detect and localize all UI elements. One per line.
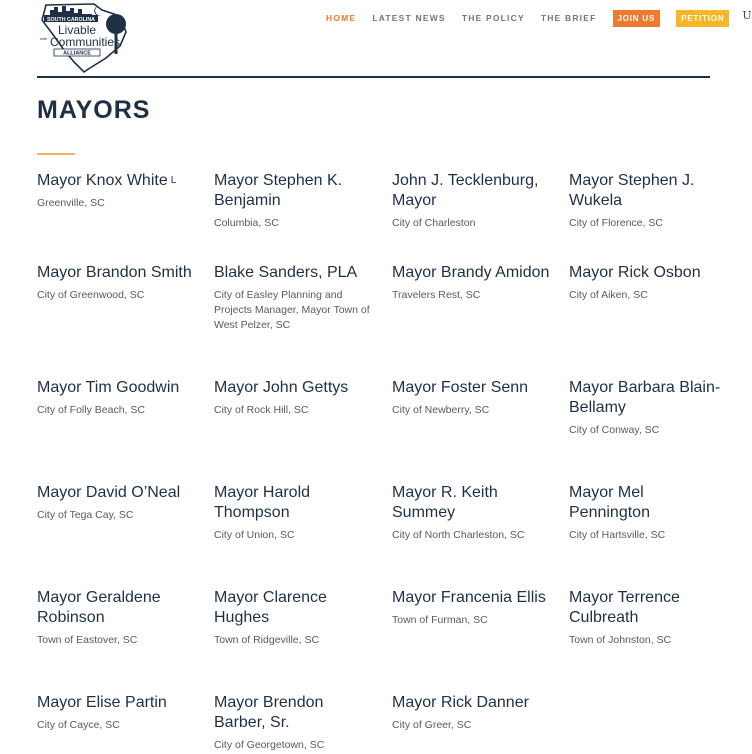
svg-text:SOUTH CAROLINA: SOUTH CAROLINA bbox=[47, 16, 95, 23]
svg-text:ALLIANCE: ALLIANCE bbox=[63, 50, 91, 57]
site-logo[interactable] bbox=[36, 2, 132, 74]
page-title: MAYORS bbox=[37, 96, 151, 124]
mayor-location: City of Charleston bbox=[392, 217, 476, 229]
nav-the-brief[interactable]: THE BRIEF bbox=[540, 13, 597, 23]
mayor-name: Mayor Rick Osbon bbox=[569, 264, 701, 281]
mayor-card bbox=[569, 588, 729, 648]
mayor-name: Mayor Knox White $^L$ bbox=[37, 172, 177, 189]
mayor-name: John J. Tecklenburg, Mayor bbox=[392, 172, 539, 209]
mayor-location: Columbia, SC bbox=[214, 217, 279, 229]
user-icon[interactable]: U bbox=[742, 8, 752, 22]
mayor-name: Mayor Harold Thompson bbox=[214, 484, 311, 521]
mayor-name: Mayor Stephen J. Wukela bbox=[569, 172, 695, 209]
mayor-card bbox=[392, 378, 552, 418]
mayor-location: Town of Johnston, SC bbox=[569, 634, 672, 646]
mayor-location: Town of Ridgeville, SC bbox=[214, 634, 320, 646]
title-accent-rule bbox=[37, 153, 75, 155]
mayor-card bbox=[37, 171, 197, 211]
mayor-name: Mayor Foster Senn bbox=[392, 379, 529, 396]
mayor-name: Mayor Clarence Hughes bbox=[214, 589, 327, 626]
mayor-name: Mayor Elise Partin bbox=[37, 694, 167, 711]
mayor-name: Mayor Brandon Smith bbox=[37, 264, 192, 281]
mayor-location: Greenville, SC bbox=[37, 197, 105, 209]
mayor-name: Mayor Mel Pennington bbox=[569, 484, 650, 521]
nav-home[interactable]: HOME bbox=[326, 13, 357, 23]
mayor-card bbox=[392, 483, 552, 543]
mayor-card bbox=[37, 263, 197, 303]
mayor-card bbox=[214, 693, 374, 753]
mayor-card bbox=[214, 483, 374, 543]
mayor-location: City of North Charleston, SC bbox=[392, 529, 525, 541]
mayor-card bbox=[569, 263, 729, 303]
mayor-location: City of Union, SC bbox=[214, 529, 295, 541]
mayor-card bbox=[37, 378, 197, 418]
svg-text:Communities: Communities bbox=[50, 35, 121, 49]
mayor-name: Mayor R. Keith Summey bbox=[392, 484, 498, 521]
name-mark: L bbox=[170, 175, 177, 186]
mayor-card bbox=[214, 171, 374, 231]
mayor-location: City of Conway, SC bbox=[569, 424, 660, 436]
mayor-location: City of Hartsville, SC bbox=[569, 529, 666, 541]
petition-button[interactable]: PETITION bbox=[676, 10, 729, 27]
mayor-card bbox=[214, 378, 374, 418]
mayor-name: Mayor Terrence Culbreath bbox=[569, 589, 680, 626]
mayor-location: City of Rock Hill, SC bbox=[214, 404, 309, 416]
mayor-name: Mayor David O’Neal bbox=[37, 484, 181, 501]
header-divider bbox=[37, 76, 710, 78]
mayor-name: Mayor Geraldene Robinson bbox=[37, 589, 161, 626]
mayor-location: City of Newberry, SC bbox=[392, 404, 490, 416]
join-us-button[interactable]: JOIN US bbox=[613, 10, 661, 27]
svg-text:with: with bbox=[40, 36, 48, 41]
sc-state-outline-icon bbox=[36, 2, 132, 74]
mayor-card bbox=[214, 588, 374, 648]
mayor-location: Town of Furman, SC bbox=[392, 614, 488, 626]
main-nav bbox=[326, 8, 752, 28]
mayor-location: City of Greenwood, SC bbox=[37, 289, 145, 301]
mayor-location: City of Florence, SC bbox=[569, 217, 663, 229]
mayor-card bbox=[392, 588, 552, 628]
mayor-card bbox=[37, 483, 197, 523]
mayor-name: Mayor Stephen K. Benjamin bbox=[214, 172, 343, 209]
nav-the-policy[interactable]: THE POLICY bbox=[461, 13, 525, 23]
mayor-card bbox=[569, 378, 729, 438]
mayor-card bbox=[214, 263, 374, 333]
mayor-location: City of Folly Beach, SC bbox=[37, 404, 145, 416]
mayor-location: City of Greer, SC bbox=[392, 719, 472, 731]
mayor-location: City of Tega Cay, SC bbox=[37, 509, 134, 521]
mayor-name: Blake Sanders, PLA bbox=[214, 264, 358, 281]
mayor-name: Mayor John Gettys bbox=[214, 379, 349, 396]
mayor-location: Travelers Rest, SC bbox=[392, 289, 481, 301]
mayor-location: Town of Eastover, SC bbox=[37, 634, 138, 646]
svg-text:Livable: Livable bbox=[58, 23, 97, 37]
mayor-name: Mayor Brandy Amidon bbox=[392, 264, 550, 281]
mayor-name: Mayor Tim Goodwin bbox=[37, 379, 180, 396]
mayor-card bbox=[569, 171, 729, 231]
mayor-card bbox=[37, 588, 197, 648]
mayor-location: City of Georgetown, SC bbox=[214, 739, 325, 751]
mayor-name: Mayor Francenia Ellis bbox=[392, 589, 546, 606]
site-header bbox=[0, 0, 750, 78]
mayor-location: City of Easley Planning and Projects Manager, Mayor Town of West Pelzer, SC bbox=[214, 289, 370, 331]
mayor-name: Mayor Barbara Blain-Bellamy bbox=[569, 379, 721, 416]
mayor-card bbox=[37, 693, 197, 733]
mayor-location: City of Cayce, SC bbox=[37, 719, 120, 731]
mayor-name: Mayor Rick Danner bbox=[392, 694, 529, 711]
mayor-card bbox=[392, 263, 552, 303]
nav-latest-news[interactable]: LATEST NEWS bbox=[372, 13, 446, 23]
mayor-card bbox=[392, 171, 552, 231]
mayor-location: City of Aiken, SC bbox=[569, 289, 648, 301]
mayor-name: Mayor Brendon Barber, Sr. bbox=[214, 694, 324, 731]
mayor-card bbox=[392, 693, 552, 733]
mayor-card bbox=[569, 483, 729, 543]
